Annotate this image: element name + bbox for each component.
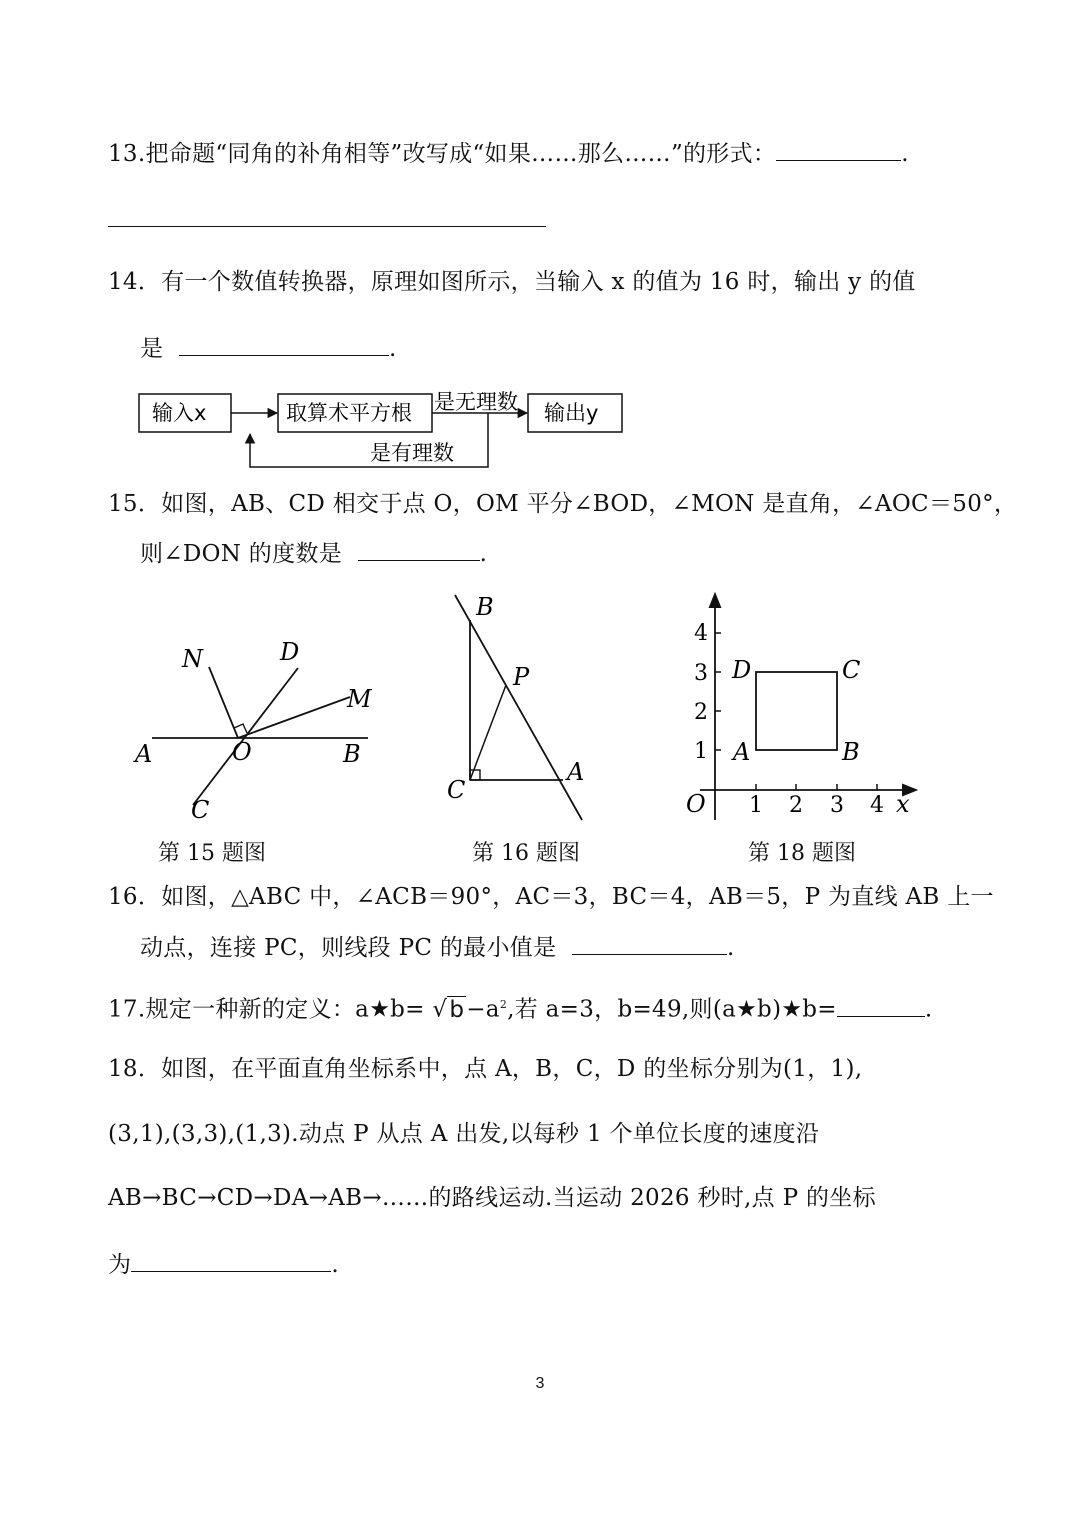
label-p: P <box>513 663 530 691</box>
label-c: C <box>447 776 466 804</box>
square-abcd <box>756 672 837 750</box>
ray-om <box>238 697 350 738</box>
label-c: C <box>191 796 210 824</box>
label-n: N <box>182 645 203 673</box>
line-ab-extended <box>455 595 585 820</box>
q16-line-1: 16．如图，△ABC 中，∠ACB＝90°，AC＝3，BC＝4，AB＝5，P 为直线 AB 上一 <box>108 884 994 910</box>
q16-answer-blank[interactable] <box>572 932 727 955</box>
q18-answer-blank[interactable] <box>131 1249 331 1272</box>
label-a: A <box>135 740 153 768</box>
label-d: D <box>280 638 300 666</box>
irrational-label: 是无理数 <box>434 390 518 414</box>
figure-15 <box>125 630 385 830</box>
figure-16 <box>440 590 600 830</box>
figure-15-caption: 第 15 题图 <box>158 841 266 866</box>
q14-answer-blank[interactable] <box>179 333 389 356</box>
x-axis-label: x <box>896 790 910 818</box>
ray-on <box>209 667 238 738</box>
q14-line-1: 14．有一个数值转换器，原理如图所示，当输入 x 的值为 16 时，输出 y 的值 <box>108 269 916 295</box>
x-tick-3: 3 <box>830 793 844 818</box>
sqrt-expression: √b <box>432 996 465 1023</box>
q13-line: 13.把命题“同角的补角相等”改写成“如果……那么……”的形式： . <box>108 138 909 169</box>
label-a: A <box>567 758 585 786</box>
label-b: B <box>842 738 860 766</box>
label-o: O <box>232 738 252 766</box>
q18-line-2: (3,1),(3,3),(1,3).动点 P 从点 A 出发,以每秒 1 个单位长度的速度沿 <box>108 1121 820 1147</box>
y-tick-2: 2 <box>694 700 708 725</box>
q13-answer-line-2[interactable] <box>108 226 546 227</box>
x-tick-4: 4 <box>870 793 884 818</box>
figure-16-caption: 第 16 题图 <box>472 841 580 866</box>
label-c: C <box>842 656 861 684</box>
q17-answer-blank[interactable] <box>837 994 925 1017</box>
segment-pc <box>470 685 506 780</box>
line-cd <box>193 668 298 805</box>
label-b: B <box>476 593 494 621</box>
label-d: D <box>732 656 752 684</box>
input-label: 输入x <box>152 401 207 425</box>
x-tick-2: 2 <box>789 793 803 818</box>
origin-label: O <box>686 790 706 818</box>
label-a: A <box>733 738 751 766</box>
figure-18-caption: 第 18 题图 <box>748 841 856 866</box>
q13-answer-blank[interactable] <box>776 138 901 161</box>
q18-line-3: AB→BC→CD→DA→AB→……的路线运动.当运动 2026 秒时,点 P 的坐标 <box>108 1185 876 1211</box>
page-number: 3 <box>535 1375 545 1392</box>
q15-answer-blank[interactable] <box>358 538 480 561</box>
y-tick-1: 1 <box>694 739 708 764</box>
q16-line-2: 动点，连接 PC，则线段 PC 的最小值是 . <box>140 932 735 963</box>
q14-flow-diagram <box>130 385 630 475</box>
output-label: 输出y <box>544 401 599 425</box>
q15-line-2: 则∠DON 的度数是 . <box>140 538 487 569</box>
q15-line-1: 15．如图，AB、CD 相交于点 O，OM 平分∠BOD，∠MON 是直角，∠AOC＝50°， <box>108 491 1018 517</box>
y-tick-4: 4 <box>694 621 708 646</box>
rational-label: 是有理数 <box>370 441 454 465</box>
label-m: M <box>347 685 372 713</box>
q18-line-1: 18．如图，在平面直角坐标系中，点 A，B，C，D 的坐标分别为(1，1), <box>108 1056 863 1082</box>
q17-line: 17.规定一种新的定义：a★b= $√b-a^2$,若 a=3，b=49,则(a★b)★b= . <box>108 990 932 1025</box>
figure-18 <box>680 590 920 830</box>
q14-line-2: 是 . <box>140 333 397 364</box>
process-label: 取算术平方根 <box>286 401 412 425</box>
label-b: B <box>343 740 361 768</box>
q18-line-4: 为 . <box>108 1249 339 1280</box>
y-tick-3: 3 <box>694 661 708 686</box>
x-tick-1: 1 <box>749 793 763 818</box>
q13-text: 13.把命题“同角的补角相等”改写成“如果……那么……”的形式： <box>108 141 777 167</box>
